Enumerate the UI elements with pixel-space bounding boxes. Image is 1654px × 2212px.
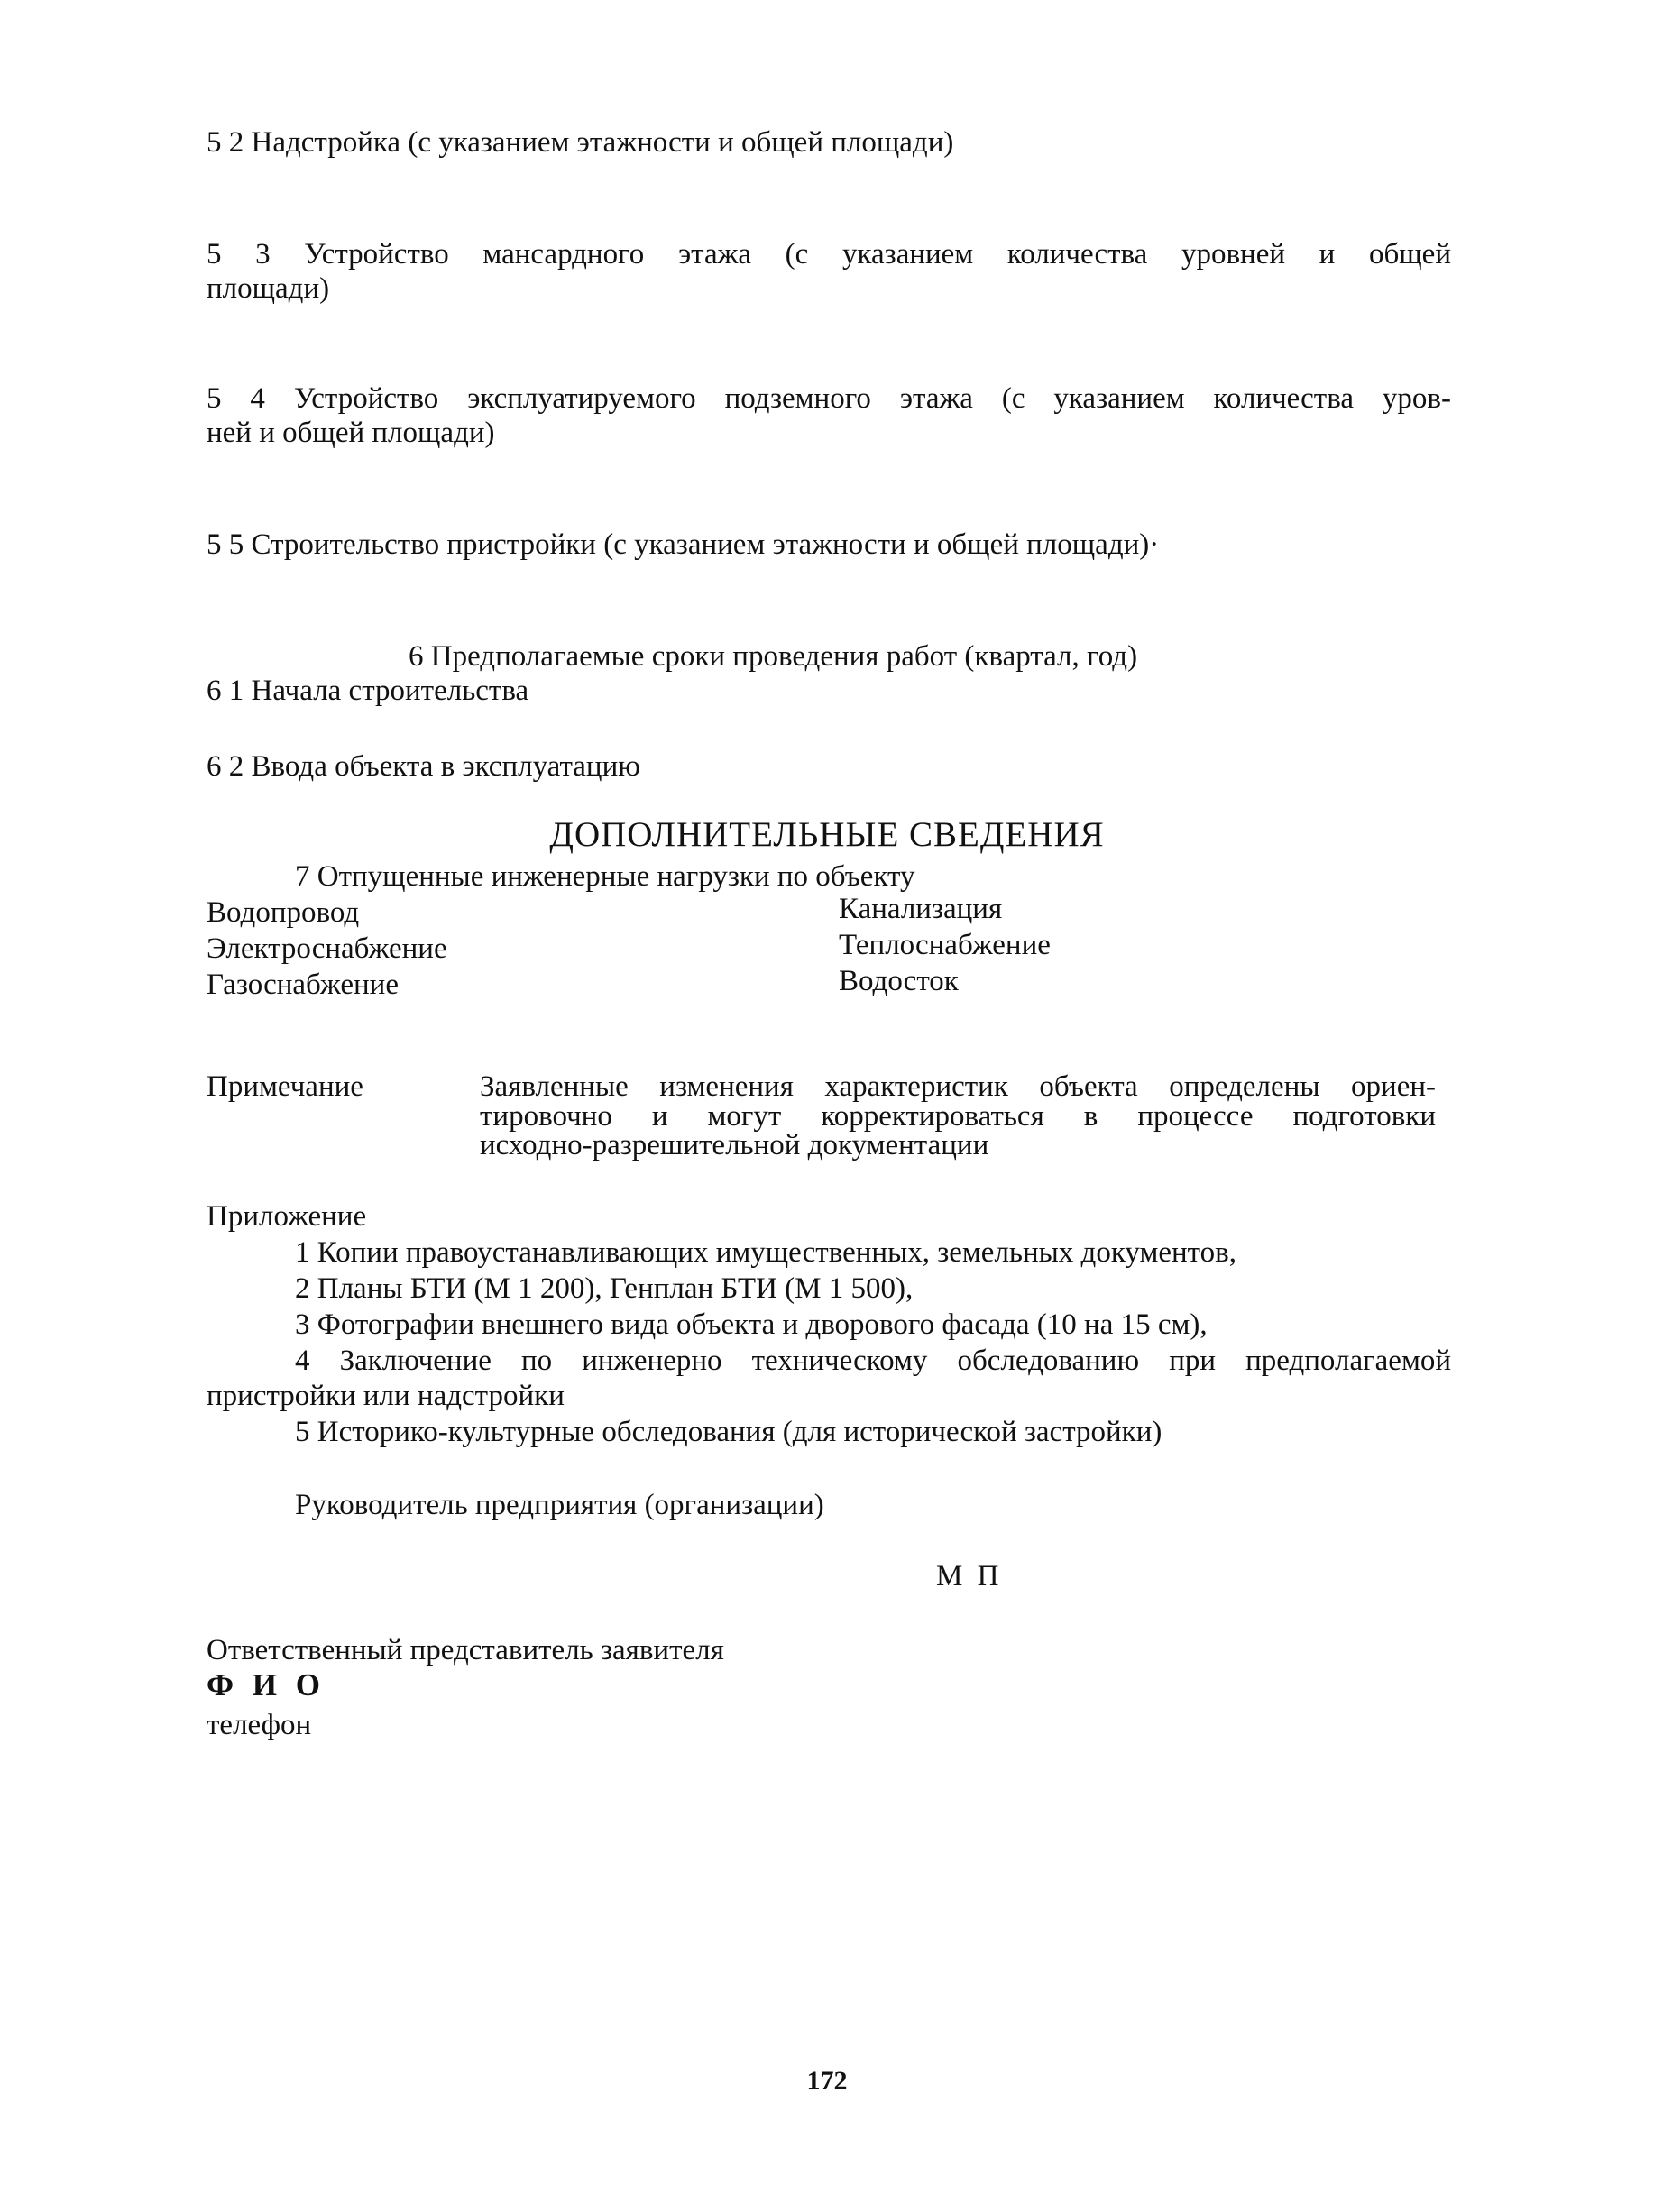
appendix-item-4-line2: пристройки или надстройки bbox=[207, 1380, 565, 1412]
full-name-label: Ф И О bbox=[207, 1667, 326, 1703]
item-5-3-line2: площади) bbox=[207, 272, 330, 305]
load-gas: Газоснабжение bbox=[207, 968, 399, 1001]
additional-info-heading: ДОПОЛНИТЕЛЬНЫЕ СВЕДЕНИЯ bbox=[549, 815, 1105, 854]
item-5-4-line1: 5 4 Устройство эксплуатируемого подземного этажа (с указанием количества уров- bbox=[207, 382, 1451, 415]
note-text-line1: Заявленные изменения характеристик объекта определены ориен- bbox=[480, 1070, 1436, 1103]
load-water-supply: Водопровод bbox=[207, 896, 360, 929]
load-drainage: Водосток bbox=[839, 965, 959, 997]
appendix-item-4-line1: 4 Заключение по инженерно техническому обследованию при предполагаемой bbox=[295, 1345, 1451, 1377]
appendix-item-3: 3 Фотографии внешнего вида объекта и дворового фасада (10 на 15 см), bbox=[295, 1308, 1208, 1341]
appendix-item-1: 1 Копии правоустанавливающих имущественных, земельных документов, bbox=[295, 1236, 1236, 1269]
appendix-item-2: 2 Планы БТИ (М 1 200), Генплан БТИ (М 1 500), bbox=[295, 1272, 914, 1305]
phone-label: телефон bbox=[207, 1709, 312, 1741]
appendix-label: Приложение bbox=[207, 1200, 367, 1233]
note-text-line3: исходно-разрешительной документации bbox=[480, 1129, 989, 1161]
item-6-2: 6 2 Ввода объекта в эксплуатацию bbox=[207, 750, 640, 783]
section-7-title: 7 Отпущенные инженерные нагрузки по объекту bbox=[295, 860, 915, 893]
load-sewerage: Канализация bbox=[839, 893, 1003, 925]
item-5-3-line1: 5 3 Устройство мансардного этажа (с указанием количества уровней и общей bbox=[207, 238, 1451, 271]
load-electricity: Электроснабжение bbox=[207, 932, 447, 965]
page-number: 172 bbox=[806, 2066, 848, 2096]
head-of-organization: Руководитель предприятия (организации) bbox=[295, 1489, 824, 1521]
note-text-line2: тировочно и могут корректироваться в процессе подготовки bbox=[480, 1100, 1436, 1133]
item-5-5: 5 5 Строительство пристройки (с указанием этажности и общей площади)· bbox=[207, 528, 1160, 561]
note-label: Примечание bbox=[207, 1070, 363, 1103]
appendix-item-5: 5 Историко-культурные обследования (для исторической застройки) bbox=[295, 1416, 1162, 1448]
responsible-representative: Ответственный представитель заявителя bbox=[207, 1634, 724, 1666]
item-6-1: 6 1 Начала строительства bbox=[207, 675, 529, 707]
item-5-4-line2: ней и общей площади) bbox=[207, 417, 495, 449]
section-6-title: 6 Предполагаемые сроки проведения работ (квартал, год) bbox=[409, 640, 1138, 673]
item-5-2: 5 2 Надстройка (с указанием этажности и общей площади) bbox=[207, 126, 954, 159]
load-heating: Теплоснабжение bbox=[839, 929, 1051, 961]
stamp-place: М П bbox=[936, 1560, 1003, 1592]
